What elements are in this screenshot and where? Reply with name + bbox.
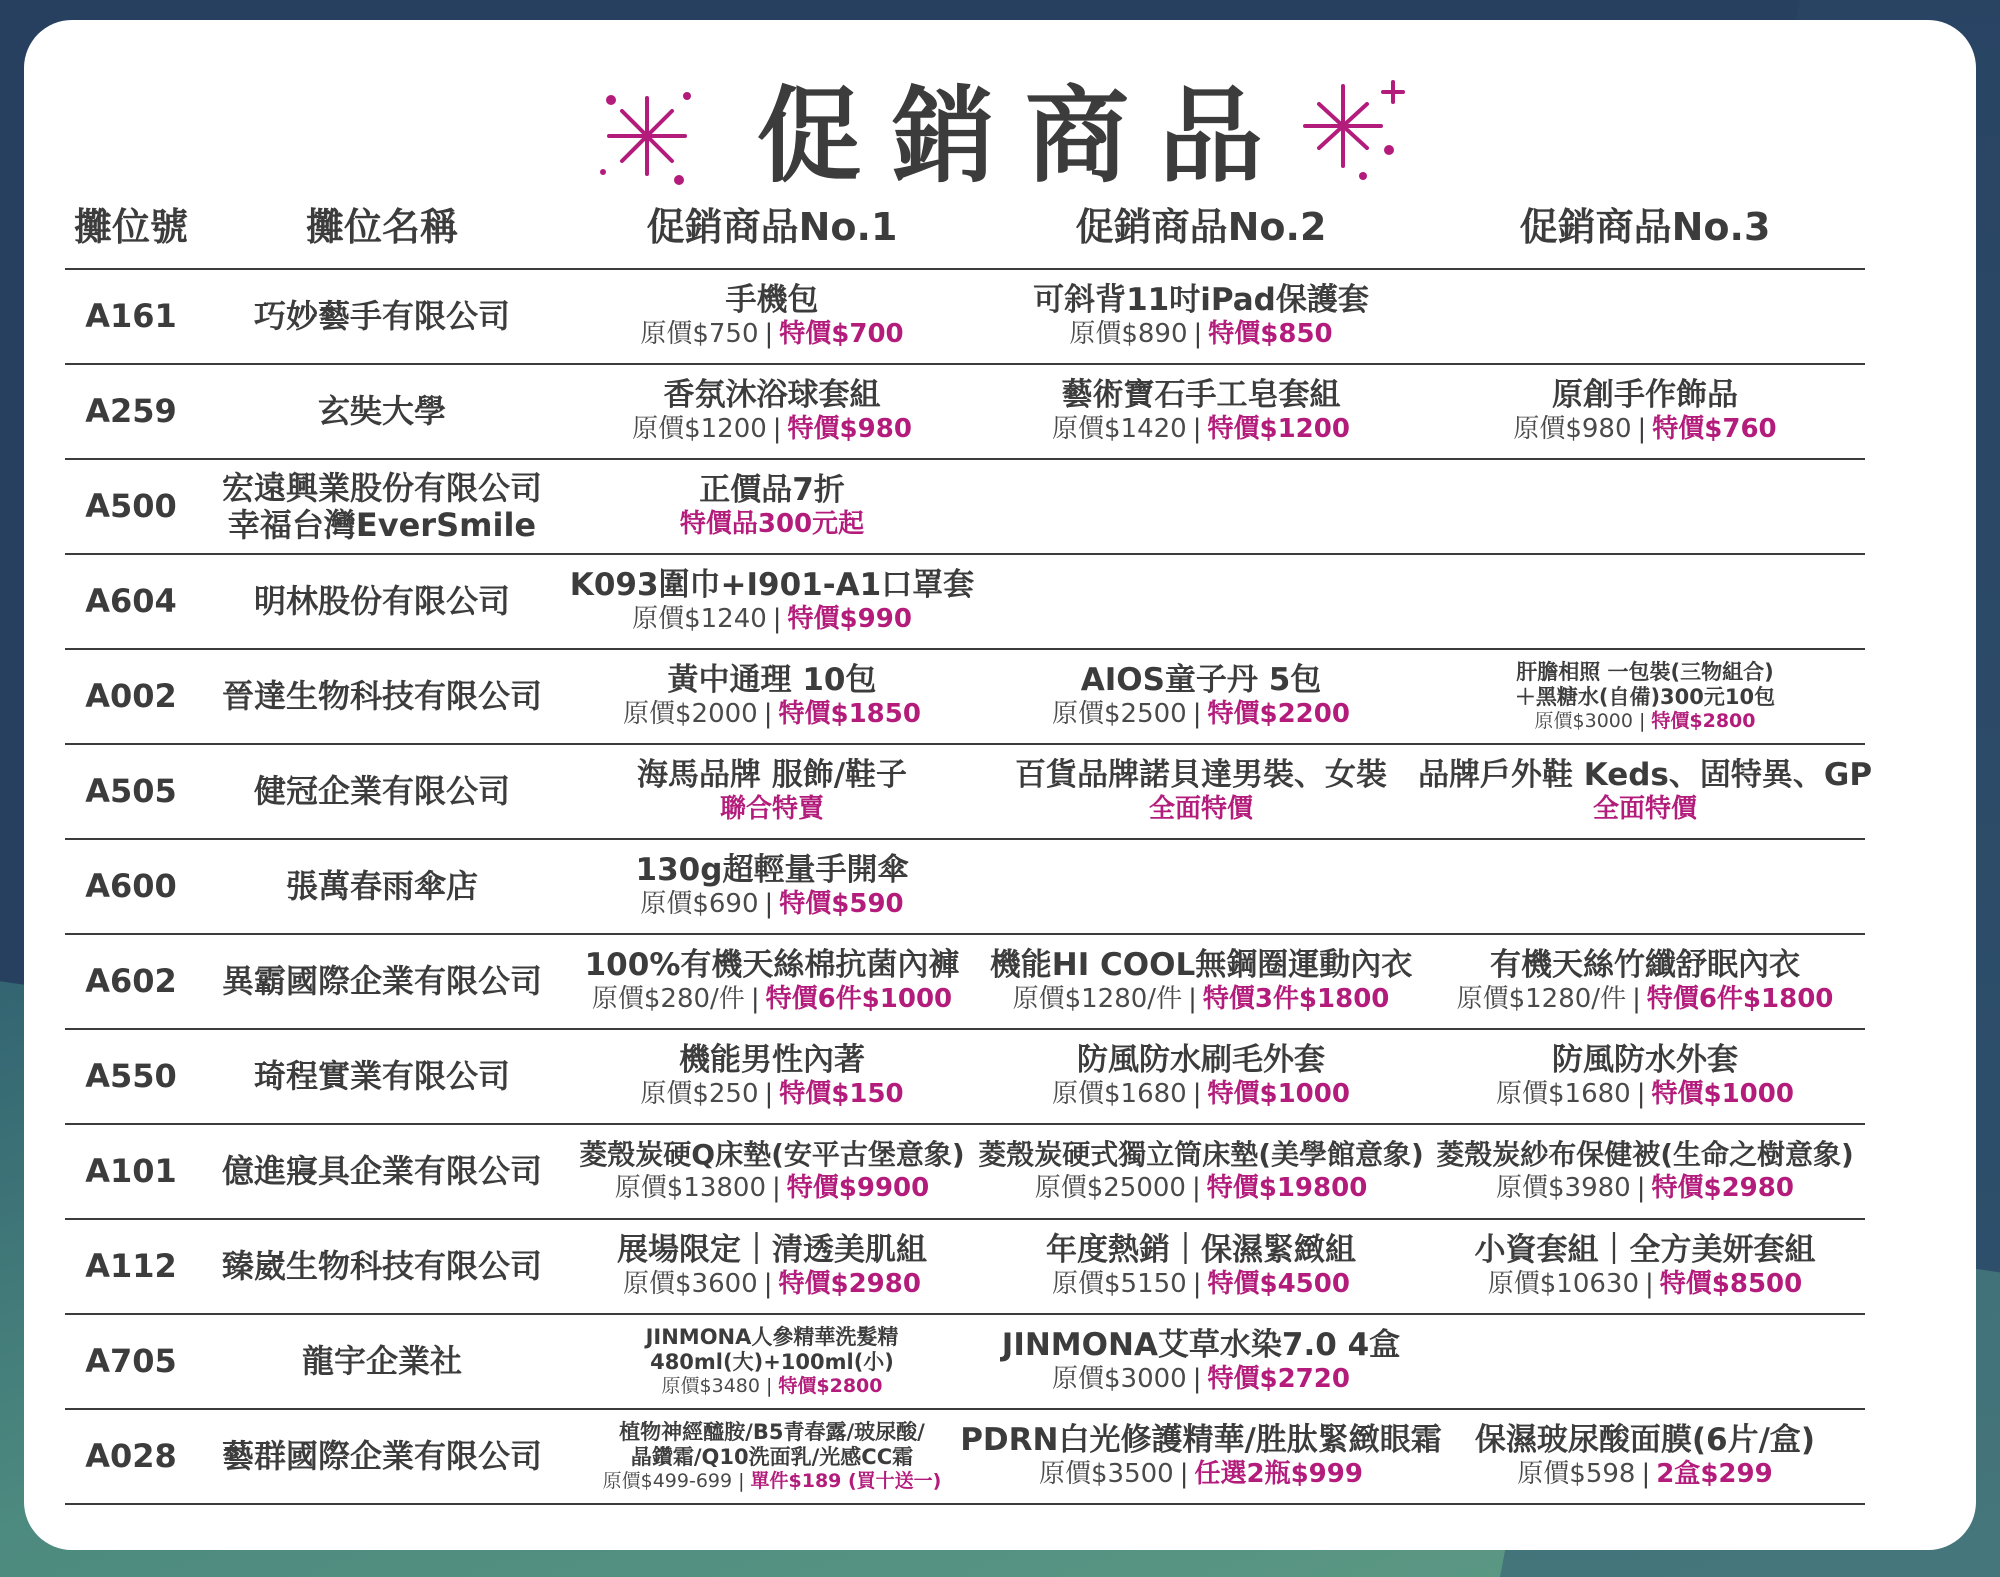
price-line	[1535, 711, 1756, 733]
price-line	[1052, 1080, 1350, 1110]
product-cell-3	[1425, 840, 1865, 933]
product-name: 菱殼炭硬Q床墊(安平古堡意象)	[579, 1138, 965, 1172]
original-price: 原價$1420	[1052, 414, 1187, 445]
product-name: 機能HI COOL無鋼圈運動內衣	[989, 946, 1413, 983]
price-separator: |	[1645, 1269, 1654, 1300]
table-body	[65, 270, 1873, 1505]
product-cell-1	[567, 1410, 977, 1503]
booth-name	[197, 935, 567, 1028]
price-line	[623, 1270, 921, 1300]
booth-name	[197, 1220, 567, 1313]
booth-name	[197, 1315, 567, 1408]
original-price: 原價$1280/件	[1456, 984, 1627, 1015]
price-line	[1457, 985, 1834, 1015]
promo-price: 特價6件$1000	[765, 984, 953, 1015]
product-cell-1	[567, 1315, 977, 1408]
original-price: 原價$980	[1513, 414, 1632, 445]
product-name: K093圍巾+I901-A1口罩套	[569, 566, 975, 603]
price-separator: |	[1192, 1269, 1202, 1300]
booth-name	[197, 650, 567, 743]
price-line	[1513, 415, 1776, 445]
product-name: 小資套組｜全方美妍套組	[1474, 1231, 1816, 1268]
product-name: 有機天絲竹纖舒眠內衣	[1490, 946, 1800, 983]
price-separator: |	[764, 1079, 774, 1110]
promo-price: 特價$4500	[1207, 1269, 1350, 1300]
promo-price: 特價3件$1800	[1202, 984, 1390, 1015]
original-price: 原價$2500	[1052, 699, 1187, 730]
price-line	[640, 320, 903, 350]
product-cell-1	[567, 935, 977, 1028]
table-row	[65, 745, 1873, 840]
vendor-name-line: 臻崴生物科技有限公司	[221, 1247, 542, 1286]
price-separator: |	[772, 604, 782, 635]
promo-price: 特價$1200	[1207, 414, 1350, 445]
price-line	[720, 795, 824, 825]
price-line	[1149, 795, 1253, 825]
original-price: 原價$750	[640, 319, 759, 350]
product-cell-1	[567, 1220, 977, 1313]
product-cell-3	[1425, 460, 1865, 553]
product-name: 130g超輕量手開傘	[635, 851, 909, 888]
price-line	[680, 510, 864, 540]
price-separator: |	[1641, 1459, 1651, 1490]
product-name: 藝術寶石手工皂套組	[1061, 376, 1341, 413]
promo-price: 全面特價	[1592, 794, 1697, 825]
product-cell-3	[1425, 1315, 1865, 1408]
price-separator: |	[772, 1172, 781, 1203]
promo-price: 特價$2200	[1207, 699, 1350, 730]
price-line	[1593, 795, 1697, 825]
product-name: 100%有機天絲棉抗菌內褲	[584, 946, 960, 983]
product-name: 菱殼炭硬式獨立筒床墊(美學館意象)	[978, 1138, 1424, 1172]
product-name: AIOS童子丹 5包	[1080, 661, 1322, 698]
product-cell-2	[977, 1030, 1425, 1123]
vendor-name-line: 玄奘大學	[317, 392, 446, 431]
product-name: 年度熱銷｜保濕緊緻組	[1046, 1231, 1356, 1268]
promo-table	[65, 178, 1873, 1505]
price-line	[662, 1376, 883, 1398]
original-price: 原價$1280/件	[1012, 984, 1183, 1015]
price-line	[1488, 1270, 1803, 1300]
product-name: 展場限定｜清透美肌組	[617, 1231, 927, 1268]
vendor-name-line: 宏遠興業股份有限公司	[221, 468, 542, 507]
vendor-name-line: 龍宇企業社	[301, 1342, 462, 1381]
table-row	[65, 1220, 1865, 1315]
original-price: 原價$2000	[623, 699, 758, 730]
price-line	[640, 1080, 903, 1110]
booth-name	[197, 555, 567, 648]
price-line	[1039, 1460, 1363, 1490]
price-line	[1013, 985, 1390, 1015]
price-line	[1069, 320, 1332, 350]
product-name: 480ml(大)+100ml(小)	[650, 1349, 894, 1374]
product-name: 手機包	[725, 281, 819, 318]
product-name: 防風防水刷毛外套	[1077, 1041, 1325, 1078]
price-line	[1052, 1270, 1350, 1300]
booth-number: A505	[85, 772, 177, 811]
price-separator: |	[1192, 1079, 1202, 1110]
product-cell-2	[977, 460, 1425, 553]
price-separator: |	[1636, 1172, 1646, 1203]
promo-price: 特價$2800	[778, 1374, 883, 1397]
product-cell-3	[1425, 1125, 1865, 1218]
price-separator: |	[1192, 414, 1202, 445]
promo-price: 聯合特賣	[719, 794, 824, 825]
booth-name	[197, 1410, 567, 1503]
price-separator: |	[763, 699, 773, 730]
original-price: 原價$25000	[1034, 1172, 1186, 1203]
product-cell-1	[567, 1125, 977, 1218]
booth-number: A604	[85, 582, 177, 621]
product-name: 百貨品牌諾貝達男裝、女裝	[1015, 756, 1387, 793]
original-price: 原價$3000	[1052, 1364, 1187, 1395]
header-booth-name: 攤位名稱	[305, 204, 458, 249]
product-name: 品牌戶外鞋 Keds、固特異、GP	[1417, 756, 1873, 793]
promo-price: 任選2瓶$999	[1194, 1459, 1363, 1490]
product-cell-2	[977, 935, 1425, 1028]
table-row	[65, 1030, 1865, 1125]
price-line	[592, 985, 952, 1015]
booth-name	[197, 745, 567, 838]
product-cell-2	[977, 555, 1425, 648]
product-cell-2	[977, 1220, 1425, 1313]
product-cell-3	[1425, 1030, 1865, 1123]
vendor-name-line: 巧妙藝手有限公司	[253, 297, 510, 336]
promo-price: 單件$189 (買十送一)	[750, 1469, 942, 1492]
price-line	[1052, 700, 1350, 730]
original-price: 原價$250	[640, 1079, 759, 1110]
promo-price: 特價$850	[1208, 319, 1333, 350]
product-name: 香氛沐浴球套組	[663, 376, 881, 413]
product-cell-1	[567, 270, 977, 363]
booth-number: A028	[85, 1437, 177, 1476]
promo-price: 特價$2980	[778, 1269, 921, 1300]
booth-number: A602	[85, 962, 177, 1001]
product-cell-3	[1425, 1220, 1865, 1313]
price-separator: |	[772, 414, 782, 445]
product-cell-3	[1417, 745, 1873, 838]
table-row	[65, 555, 1865, 650]
original-price: 原價$10630	[1487, 1269, 1640, 1300]
booth-number: A705	[85, 1342, 177, 1381]
price-separator: |	[764, 319, 774, 350]
product-cell-3	[1425, 365, 1865, 458]
price-line	[1052, 415, 1350, 445]
vendor-name-line: 琦程實業有限公司	[253, 1057, 510, 1096]
promo-price: 特價$9900	[786, 1172, 930, 1203]
promo-price: 特價$150	[779, 1079, 904, 1110]
product-name: 機能男性內著	[679, 1041, 865, 1078]
booth-number: A550	[85, 1057, 177, 1096]
vendor-name-line: 晉達生物科技有限公司	[221, 677, 542, 716]
product-name: 原創手作飾品	[1552, 376, 1738, 413]
product-name: PDRN白光修護精華/胜肽緊緻眼霜	[960, 1421, 1442, 1458]
product-cell-1	[567, 460, 977, 553]
original-price: 原價$499-699	[602, 1469, 733, 1492]
booth-number: A002	[85, 677, 177, 716]
booth-number: A600	[85, 867, 177, 906]
table-row	[65, 840, 1865, 935]
product-cell-2	[977, 365, 1425, 458]
promo-price: 特價$700	[779, 319, 904, 350]
header-booth-no: 攤位號	[73, 204, 188, 249]
booth-number: A500	[85, 487, 177, 526]
product-name: 保濕玻尿酸面膜(6片/盒)	[1474, 1421, 1816, 1458]
original-price: 原價$13800	[614, 1172, 767, 1203]
price-line	[1496, 1080, 1794, 1110]
header-product-3: 促銷商品No.3	[1519, 204, 1771, 249]
table-row	[65, 1315, 1865, 1410]
product-cell-3	[1425, 555, 1865, 648]
promo-price: 特價$1000	[1651, 1079, 1794, 1110]
price-line	[640, 890, 903, 920]
original-price: 原價$280/件	[591, 984, 745, 1015]
original-price: 原價$3600	[623, 1269, 758, 1300]
product-name: 菱殼炭紗布保健被(生命之樹意象)	[1436, 1138, 1854, 1172]
vendor-name-line: 億進寢具企業有限公司	[221, 1152, 542, 1191]
vendor-name-line: 明林股份有限公司	[253, 582, 510, 621]
product-name: JINMONA人參精華洗髮精	[645, 1325, 899, 1350]
product-name: 肝膽相照 一包裝(三物組合)	[1516, 660, 1774, 685]
promo-price: 特價$8500	[1659, 1269, 1803, 1300]
table-row	[65, 1410, 1865, 1505]
promo-price: 特價$760	[1652, 414, 1777, 445]
product-name: 可斜背11吋iPad保護套	[1033, 281, 1369, 318]
table-row	[65, 460, 1865, 555]
promo-price: 特價$2800	[1651, 709, 1756, 732]
promo-price: 特價$590	[779, 889, 904, 920]
original-price: 原價$3000	[1534, 709, 1633, 732]
original-price: 原價$3980	[1496, 1172, 1631, 1203]
product-name: 晶鑽霜/Q10洗面乳/光感CC霜	[630, 1444, 914, 1469]
price-separator: |	[1192, 699, 1202, 730]
price-line	[1052, 1365, 1350, 1395]
product-cell-2	[977, 1315, 1425, 1408]
product-cell-1	[567, 555, 977, 648]
booth-number: A101	[85, 1152, 177, 1191]
product-cell-1	[567, 840, 977, 933]
product-cell-1	[567, 365, 977, 458]
page-title: 促銷商品	[756, 75, 1293, 197]
promo-price: 特價$990	[787, 604, 912, 635]
price-separator: |	[750, 984, 760, 1015]
product-cell-2	[977, 1125, 1425, 1218]
price-line	[615, 1174, 930, 1204]
product-cell-1	[567, 650, 977, 743]
price-separator: |	[765, 1374, 773, 1397]
promo-price: 2盒$299	[1656, 1459, 1773, 1490]
vendor-name-line: 藝群國際企業有限公司	[221, 1437, 542, 1476]
vendor-name-line: 幸福台灣EverSmile	[227, 505, 537, 544]
price-separator: |	[764, 889, 774, 920]
price-line	[632, 415, 912, 445]
original-price: 原價$1200	[632, 414, 767, 445]
table-row	[65, 365, 1865, 460]
price-separator: |	[1191, 1172, 1201, 1203]
vendor-name-line: 異霸國際企業有限公司	[221, 962, 542, 1001]
product-cell-2	[960, 1410, 1442, 1503]
booth-name	[197, 1125, 567, 1218]
vendor-name-line: 張萬春雨傘店	[285, 867, 478, 906]
table-row	[65, 650, 1865, 745]
table-header	[65, 178, 1865, 270]
promo-price: 特價6件$1800	[1646, 984, 1834, 1015]
booth-name	[197, 460, 567, 553]
header-product-1: 促銷商品No.1	[646, 204, 898, 249]
price-separator: |	[1636, 1079, 1646, 1110]
price-line	[623, 700, 921, 730]
price-separator: |	[1632, 984, 1641, 1015]
promo-price: 特價$2720	[1207, 1364, 1350, 1395]
table-row	[65, 1125, 1865, 1220]
price-line	[632, 605, 912, 635]
price-separator: |	[763, 1269, 773, 1300]
product-name: 海馬品牌 服飾/鞋子	[636, 756, 908, 793]
promo-price: 特價$19800	[1206, 1172, 1368, 1203]
product-cell-2	[977, 270, 1425, 363]
price-separator: |	[1179, 1459, 1189, 1490]
original-price: 原價$890	[1069, 319, 1188, 350]
product-cell-1	[567, 745, 977, 838]
table-row	[65, 270, 1865, 365]
product-name: 防風防水外套	[1552, 1041, 1738, 1078]
product-cell-2	[977, 745, 1425, 838]
promo-price: 特價$1000	[1207, 1079, 1350, 1110]
product-cell-3	[1425, 270, 1865, 363]
promo-price: 特價品300元起	[679, 509, 865, 540]
price-separator: |	[738, 1469, 745, 1492]
promo-price: 特價$1850	[778, 699, 921, 730]
booth-number: A112	[85, 1247, 177, 1286]
product-name: 植物神經醯胺/B5青春露/玻尿酸/	[619, 1420, 925, 1445]
price-line	[1496, 1174, 1794, 1204]
product-name: 正價品7折	[699, 471, 845, 508]
promo-price: 特價$2980	[1651, 1172, 1794, 1203]
vendor-name-line: 健冠企業有限公司	[253, 772, 510, 811]
original-price: 原價$598	[1517, 1459, 1636, 1490]
product-cell-3	[1425, 650, 1865, 743]
product-cell-2	[977, 650, 1425, 743]
booth-name	[197, 270, 567, 363]
table-row	[65, 935, 1865, 1030]
product-cell-2	[977, 840, 1425, 933]
booth-number: A259	[85, 392, 177, 431]
product-name: JINMONA艾草水染7.0 4盒	[1001, 1326, 1401, 1363]
product-cell-3	[1425, 1410, 1865, 1503]
price-line	[603, 1471, 942, 1493]
original-price: 原價$1680	[1052, 1079, 1187, 1110]
header-product-2: 促銷商品No.2	[1075, 204, 1327, 249]
promo-price: 全面特價	[1148, 794, 1253, 825]
product-name: 黃中通理 10包	[667, 661, 877, 698]
booth-name	[197, 1030, 567, 1123]
booth-name	[197, 365, 567, 458]
price-separator: |	[1638, 709, 1646, 732]
price-line	[1035, 1174, 1368, 1204]
product-cell-3	[1425, 935, 1865, 1028]
price-line	[1517, 1460, 1772, 1490]
original-price: 原價$3480	[661, 1374, 760, 1397]
product-name: ＋黑糖水(自備)300元10包	[1514, 684, 1776, 709]
original-price: 原價$5150	[1052, 1269, 1187, 1300]
original-price: 原價$690	[640, 889, 759, 920]
booth-number: A161	[85, 297, 177, 336]
booth-name	[197, 840, 567, 933]
original-price: 原價$3500	[1039, 1459, 1174, 1490]
price-separator: |	[1188, 984, 1197, 1015]
price-separator: |	[1193, 319, 1203, 350]
original-price: 原價$1680	[1496, 1079, 1631, 1110]
promo-price: 特價$980	[787, 414, 912, 445]
price-separator: |	[1637, 414, 1647, 445]
price-separator: |	[1192, 1364, 1202, 1395]
original-price: 原價$1240	[632, 604, 767, 635]
product-cell-1	[567, 1030, 977, 1123]
